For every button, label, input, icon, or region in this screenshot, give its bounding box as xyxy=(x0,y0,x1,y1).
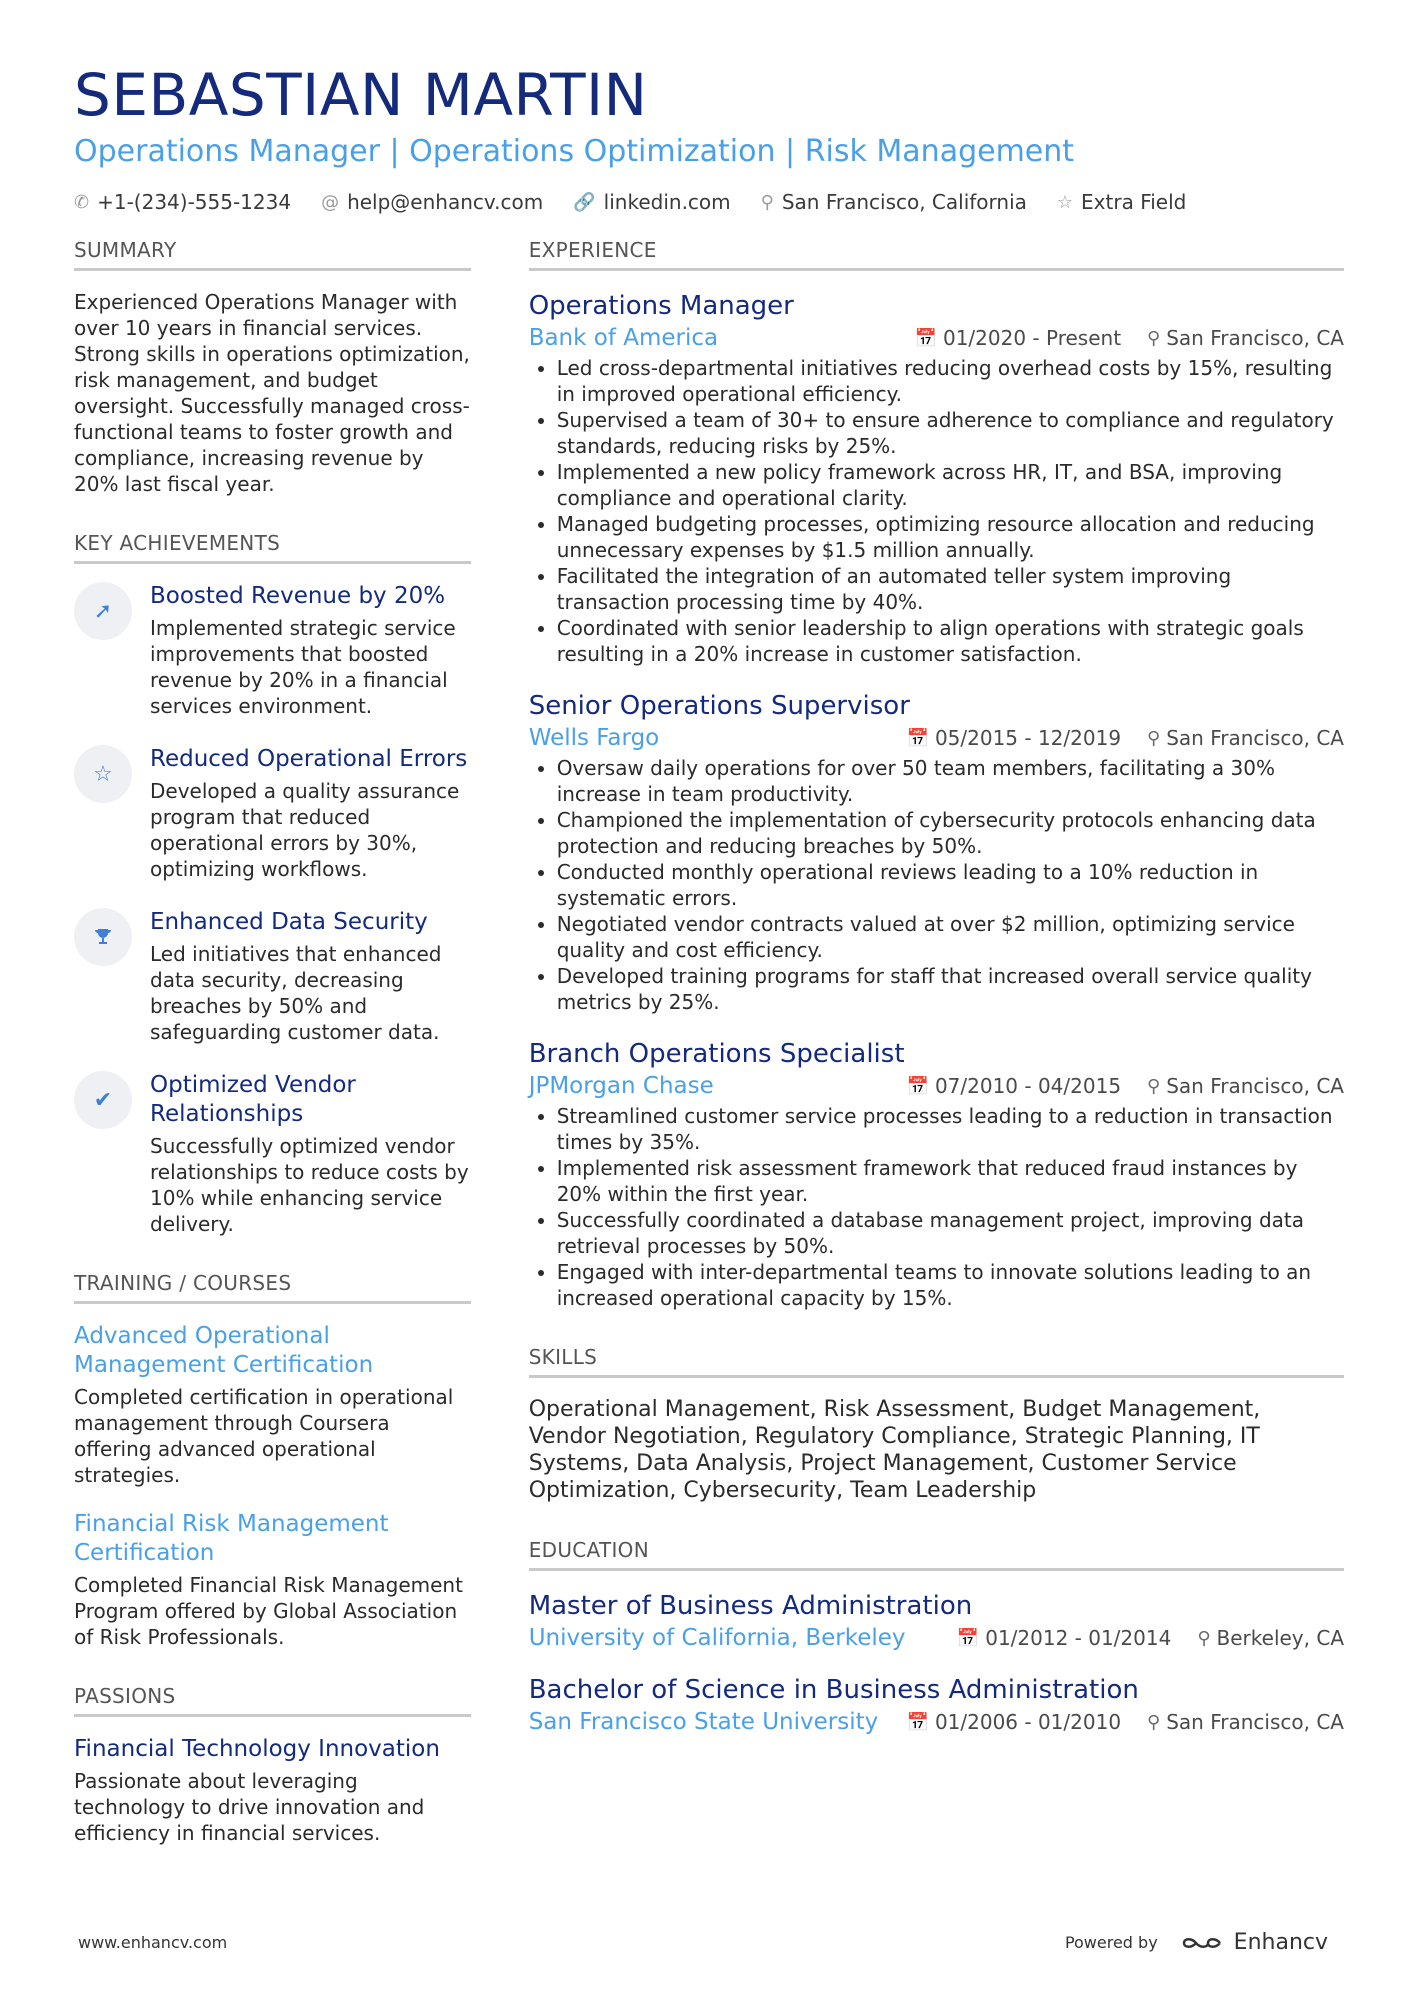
powered-by-label: Powered by xyxy=(1064,1933,1158,1952)
education-location xyxy=(1197,1626,1344,1650)
job-location xyxy=(1147,326,1344,350)
resume-page xyxy=(74,60,1344,1845)
company-name: Bank of America xyxy=(528,325,719,351)
achievement-text: Developed a quality assurance program that reduced operational errors by 30%, optimizing workflows. xyxy=(150,779,460,881)
star-icon: ☆ xyxy=(74,745,132,803)
summary-section xyxy=(74,238,471,497)
dates-text: 01/2020 - Present xyxy=(942,326,1122,350)
contact-phone[interactable] xyxy=(74,190,291,214)
star-outline-icon: ☆ xyxy=(1056,191,1074,213)
achievement-text: Successfully optimized vendor relationships to reduce costs by 10% while enhancing service delivery. xyxy=(150,1134,469,1236)
achievement-title: Reduced Operational Errors xyxy=(150,746,468,772)
job-entry xyxy=(529,289,1344,667)
calendar-icon: 📅 xyxy=(906,1711,929,1733)
passion-title: Financial Technology Innovation xyxy=(74,1736,440,1762)
location-pin-icon: ⚲ xyxy=(1147,327,1161,349)
training-heading: TRAINING / COURSES xyxy=(74,1271,471,1304)
achievement-title: Boosted Revenue by 20% xyxy=(150,583,446,609)
company-name: JPMorgan Chase xyxy=(528,1073,714,1099)
achievement-text: Implemented strategic service improvements that boosted revenue by 20% in a financial services environment. xyxy=(150,616,456,718)
contact-extra xyxy=(1057,190,1186,214)
education-dates xyxy=(907,1710,1122,1734)
phone-icon: ✆ xyxy=(74,191,90,213)
summary-text: Experienced Operations Manager with over 10 years in financial services. Strong skills in operations optimization, risk management, and budget oversight. Successfully managed cross-functional teams to foster growth and compliance, increasing revenue by 20% last fiscal year. xyxy=(74,290,470,496)
bullet-item: • Implemented a new policy framework across HR, IT, and BSA, improving compliance and operational clarity. xyxy=(557,459,1344,511)
candidate-name: SEBASTIAN MARTIN xyxy=(74,61,648,129)
job-entry xyxy=(529,1037,1344,1311)
achievements-heading: KEY ACHIEVEMENTS xyxy=(74,531,471,564)
job-dates xyxy=(907,1074,1122,1098)
calendar-icon: 📅 xyxy=(956,1627,980,1649)
course-title: Advanced Operational Management Certification xyxy=(74,1323,374,1378)
website-link[interactable]: www.enhancv.com xyxy=(78,1933,228,1952)
job-dates xyxy=(907,726,1122,750)
contact-bar xyxy=(74,190,1344,214)
job-entry xyxy=(529,689,1344,1015)
right-column xyxy=(529,238,1344,1880)
checkmark-icon: ✔ xyxy=(74,1071,132,1129)
contact-linkedin[interactable] xyxy=(573,190,730,214)
job-title: Operations Manager xyxy=(528,291,794,321)
bullet-item: • Facilitated the integration of an automated teller system improving transaction processing time by 40%. xyxy=(557,563,1344,615)
job-title: Senior Operations Supervisor xyxy=(528,691,910,721)
achievement-item xyxy=(74,1071,471,1237)
link-icon: 🔗 xyxy=(573,191,596,213)
passion-text: Passionate about leveraging technology to drive innovation and efficiency in financial services. xyxy=(74,1769,425,1845)
location-pin-icon: ⚲ xyxy=(1147,1711,1161,1733)
passion-item xyxy=(74,1735,471,1846)
course-item xyxy=(74,1322,471,1488)
bullet-item: • Streamlined customer service processes leading to a reduction in transaction times by 35%. xyxy=(557,1103,1344,1155)
training-section xyxy=(74,1271,471,1650)
achievement-text: Led initiatives that enhanced data security, decreasing breaches by 50% and safeguarding customer data. xyxy=(150,942,442,1044)
education-entry xyxy=(529,1589,1344,1651)
achievement-item xyxy=(74,582,471,719)
job-meta xyxy=(529,1073,1344,1099)
calendar-icon: 📅 xyxy=(914,327,937,349)
course-title: Financial Risk Management Certification xyxy=(74,1511,389,1566)
calendar-icon: 📅 xyxy=(906,727,929,749)
school-name: University of California, Berkeley xyxy=(528,1625,906,1651)
achievements-section xyxy=(74,531,471,1237)
experience-section xyxy=(529,238,1344,1311)
skills-text: Operational Management, Risk Assessment, Budget Management, Vendor Negotiation, Regulatory Compliance, Strategic Planning, IT Systems, Data Analysis, Project Management, Customer Service Optimization, Cybersecurity, Team Leadership xyxy=(528,1397,1261,1503)
location-pin-icon: ⚲ xyxy=(1147,1075,1161,1097)
achievement-item xyxy=(74,745,471,882)
dates-text: 01/2006 - 01/2010 xyxy=(934,1710,1122,1734)
location-pin-icon: ⚲ xyxy=(1147,727,1161,749)
job-meta xyxy=(529,325,1344,351)
at-sign-icon: @ xyxy=(321,191,340,213)
growth-arrow-icon: ➚ xyxy=(74,582,132,640)
email-text: help@enhancv.com xyxy=(347,190,544,214)
location-text: San Francisco, CA xyxy=(1166,1074,1344,1098)
education-meta xyxy=(529,1625,1344,1651)
bullet-item: • Developed training programs for staff that increased overall service quality metrics by 25%. xyxy=(557,963,1344,1015)
degree-title: Bachelor of Science in Business Administration xyxy=(528,1675,1139,1705)
bullet-item: • Negotiated vendor contracts valued at over $2 million, optimizing service quality and cost efficiency. xyxy=(557,911,1344,963)
location-text: San Francisco, CA xyxy=(1166,1710,1344,1734)
skills-heading: SKILLS xyxy=(529,1345,1344,1378)
education-section xyxy=(529,1538,1344,1735)
dates-text: 07/2010 - 04/2015 xyxy=(934,1074,1122,1098)
passions-section xyxy=(74,1684,471,1846)
school-name: San Francisco State University xyxy=(528,1709,879,1735)
location-pin-icon: ⚲ xyxy=(760,191,774,213)
bullet-item: • Championed the implementation of cybersecurity protocols enhancing data protection and reducing breaches by 50%. xyxy=(557,807,1344,859)
job-location xyxy=(1147,1074,1344,1098)
location-text: San Francisco, CA xyxy=(1166,726,1344,750)
job-bullets xyxy=(529,355,1344,667)
achievement-title: Enhanced Data Security xyxy=(150,909,428,935)
powered-by xyxy=(1065,1930,1328,1955)
contact-email[interactable] xyxy=(321,190,543,214)
calendar-icon: 📅 xyxy=(906,1075,929,1097)
bullet-item: • Conducted monthly operational reviews leading to a 10% reduction in systematic errors. xyxy=(557,859,1344,911)
brand-logo[interactable] xyxy=(1180,1930,1328,1955)
trophy-glyph xyxy=(93,927,113,947)
job-meta xyxy=(529,725,1344,751)
bullet-item: • Supervised a team of 30+ to ensure adherence to compliance and regulatory standards, reducing risks by 25%. xyxy=(557,407,1344,459)
trophy-icon xyxy=(74,908,132,966)
job-title: Branch Operations Specialist xyxy=(528,1039,905,1069)
bullet-item: • Led cross-departmental initiatives reducing overhead costs by 15%, resulting in improved operational efficiency. xyxy=(557,355,1344,407)
page-footer xyxy=(78,1930,1328,1955)
passions-heading: PASSIONS xyxy=(74,1684,471,1717)
education-location xyxy=(1147,1710,1344,1734)
job-bullets xyxy=(529,755,1344,1015)
course-text: Completed certification in operational management through Coursera offering advanced operational strategies. xyxy=(74,1385,454,1487)
bullet-item: • Oversaw daily operations for over 50 team members, facilitating a 30% increase in team productivity. xyxy=(557,755,1344,807)
location-text: San Francisco, CA xyxy=(1166,326,1344,350)
education-entry xyxy=(529,1673,1344,1735)
contact-location xyxy=(761,190,1027,214)
company-name: Wells Fargo xyxy=(528,725,660,751)
skills-section xyxy=(529,1345,1344,1504)
experience-heading: EXPERIENCE xyxy=(529,238,1344,271)
degree-title: Master of Business Administration xyxy=(528,1591,973,1621)
course-text: Completed Financial Risk Management Program offered by Global Association of Risk Professionals. xyxy=(74,1573,463,1649)
headline: Operations Manager | Operations Optimization | Risk Management xyxy=(74,134,1075,169)
summary-heading: SUMMARY xyxy=(74,238,471,271)
content-columns xyxy=(74,238,1344,1880)
bullet-item: • Coordinated with senior leadership to align operations with strategic goals resulting in a 20% increase in customer satisfaction. xyxy=(557,615,1344,667)
education-meta xyxy=(529,1709,1344,1735)
infinity-logo-icon xyxy=(1180,1932,1226,1954)
bullet-item: • Managed budgeting processes, optimizing resource allocation and reducing unnecessary expenses by $1.5 million annually. xyxy=(557,511,1344,563)
job-bullets xyxy=(529,1103,1344,1311)
education-dates xyxy=(957,1626,1172,1650)
job-location xyxy=(1147,726,1344,750)
course-item xyxy=(74,1510,471,1650)
extra-text: Extra Field xyxy=(1081,190,1187,214)
brand-name: Enhancv xyxy=(1233,1930,1328,1955)
linkedin-text: linkedin.com xyxy=(603,190,731,214)
left-column xyxy=(74,238,471,1880)
achievement-title: Optimized Vendor Relationships xyxy=(150,1072,356,1127)
education-heading: EDUCATION xyxy=(529,1538,1344,1571)
bullet-item: • Successfully coordinated a database management project, improving data retrieval processes by 50%. xyxy=(557,1207,1344,1259)
location-pin-icon: ⚲ xyxy=(1197,1627,1211,1649)
location-text: San Francisco, California xyxy=(781,190,1027,214)
job-dates xyxy=(915,326,1121,350)
dates-text: 01/2012 - 01/2014 xyxy=(985,1626,1172,1650)
bullet-item: • Implemented risk assessment framework that reduced fraud instances by 20% within the first year. xyxy=(557,1155,1344,1207)
phone-text: +1-(234)-555-1234 xyxy=(97,190,292,214)
bullet-item: • Engaged with inter-departmental teams to innovate solutions leading to an increased operational capacity by 15%. xyxy=(557,1259,1344,1311)
dates-text: 05/2015 - 12/2019 xyxy=(934,726,1122,750)
location-text: Berkeley, CA xyxy=(1216,1626,1344,1650)
achievement-item xyxy=(74,908,471,1045)
